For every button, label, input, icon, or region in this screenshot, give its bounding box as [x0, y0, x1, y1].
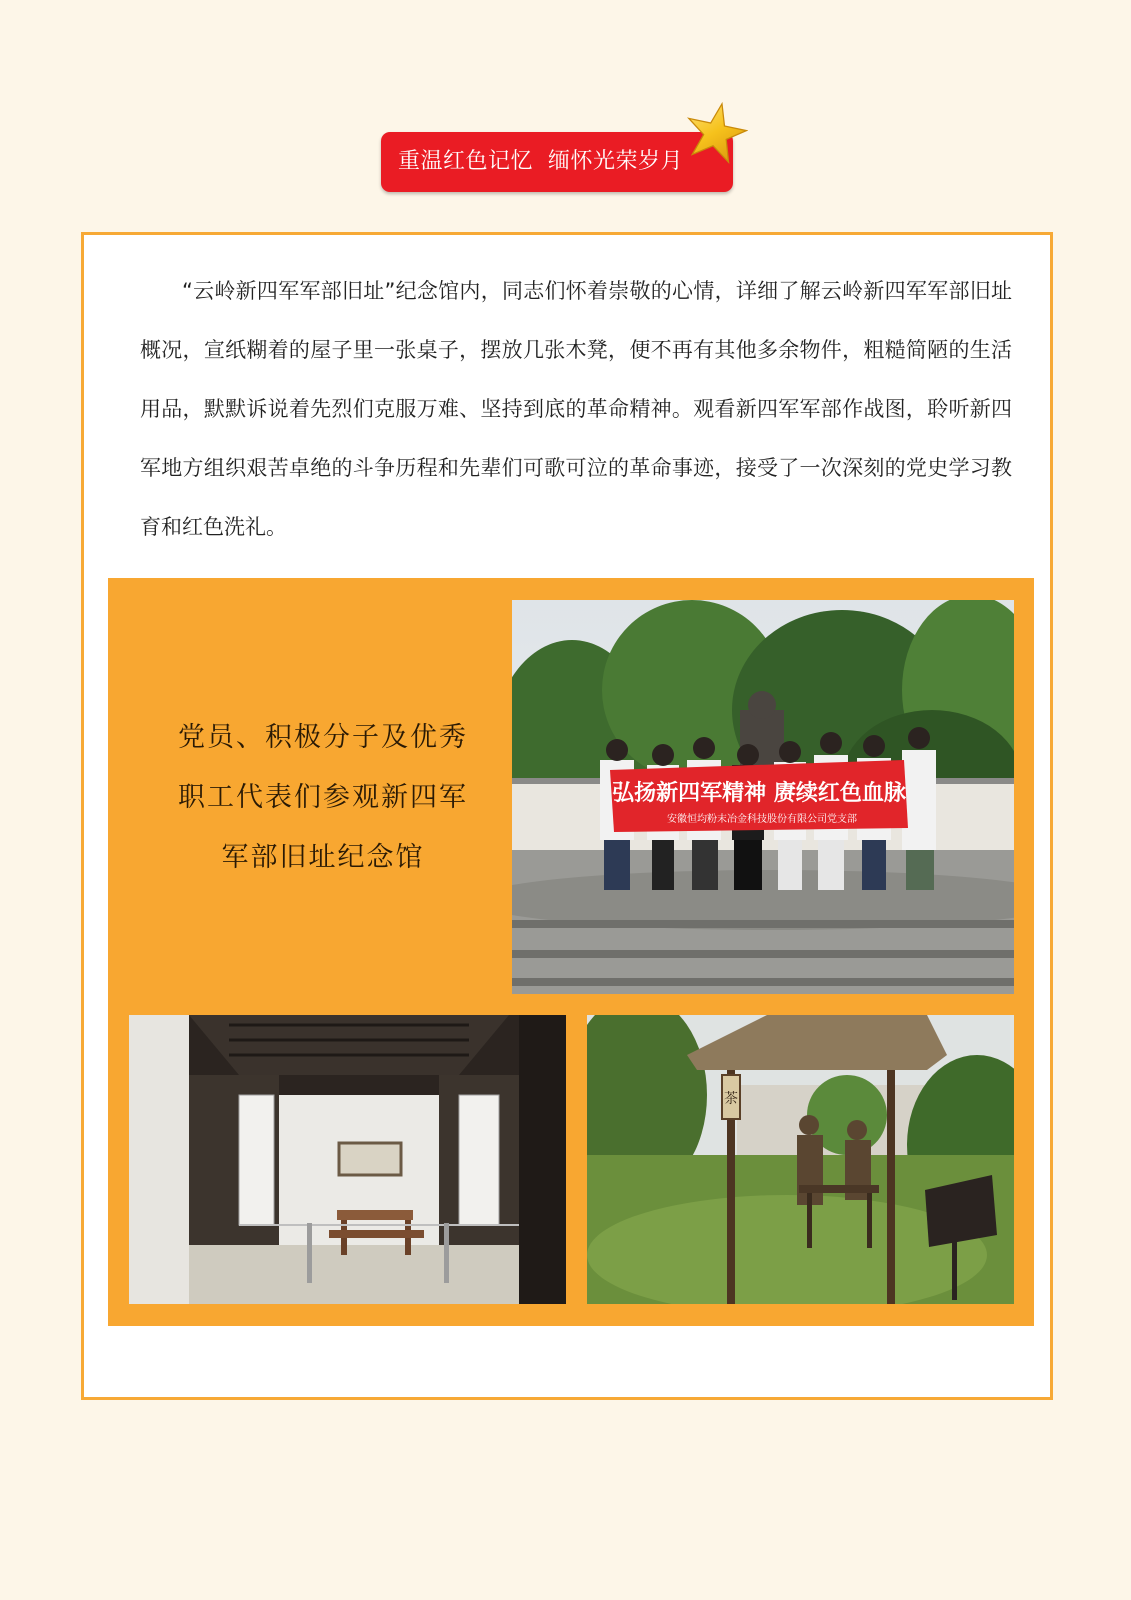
hall-interior-photo	[129, 1015, 566, 1304]
group-photo-banner-text: 弘扬新四军精神 赓续红色血脉	[612, 781, 906, 806]
photo-caption	[158, 708, 488, 888]
star-icon	[684, 100, 748, 164]
group-photo	[512, 600, 1014, 994]
intro-paragraph: “云岭新四军军部旧址”纪念馆内，同志们怀着崇敬的心情，详细了解云岭新四军军部旧址概况，宣纸糊着的屋子里一张桌子，摆放几张木凳，便不再有其他多余物件，粗糙简陋的生活用品，默默诉说着先烈们克服万难、坚持到底的革命精神。观看新四军军部作战图，聆听新四军地方组织艰苦卓绝的斗争历程和先辈们可歌可泣的革命事迹，接受了一次深刻的党史学习教育和红色洗礼。	[140, 279, 1012, 539]
title-banner: 重温红色记忆 缅怀光荣岁月	[381, 132, 733, 192]
caption-line: 军部旧址纪念馆	[221, 842, 425, 873]
caption-line: 职工代表们参观新四军	[178, 782, 468, 813]
caption-line: 党员、积极分子及优秀	[178, 722, 468, 753]
pavilion-sign-text: 茶	[724, 1091, 738, 1107]
group-photo-banner-subtext: 安徽恒均粉末冶金科技股份有限公司党支部	[667, 814, 857, 825]
pavilion-photo	[587, 1015, 1014, 1304]
